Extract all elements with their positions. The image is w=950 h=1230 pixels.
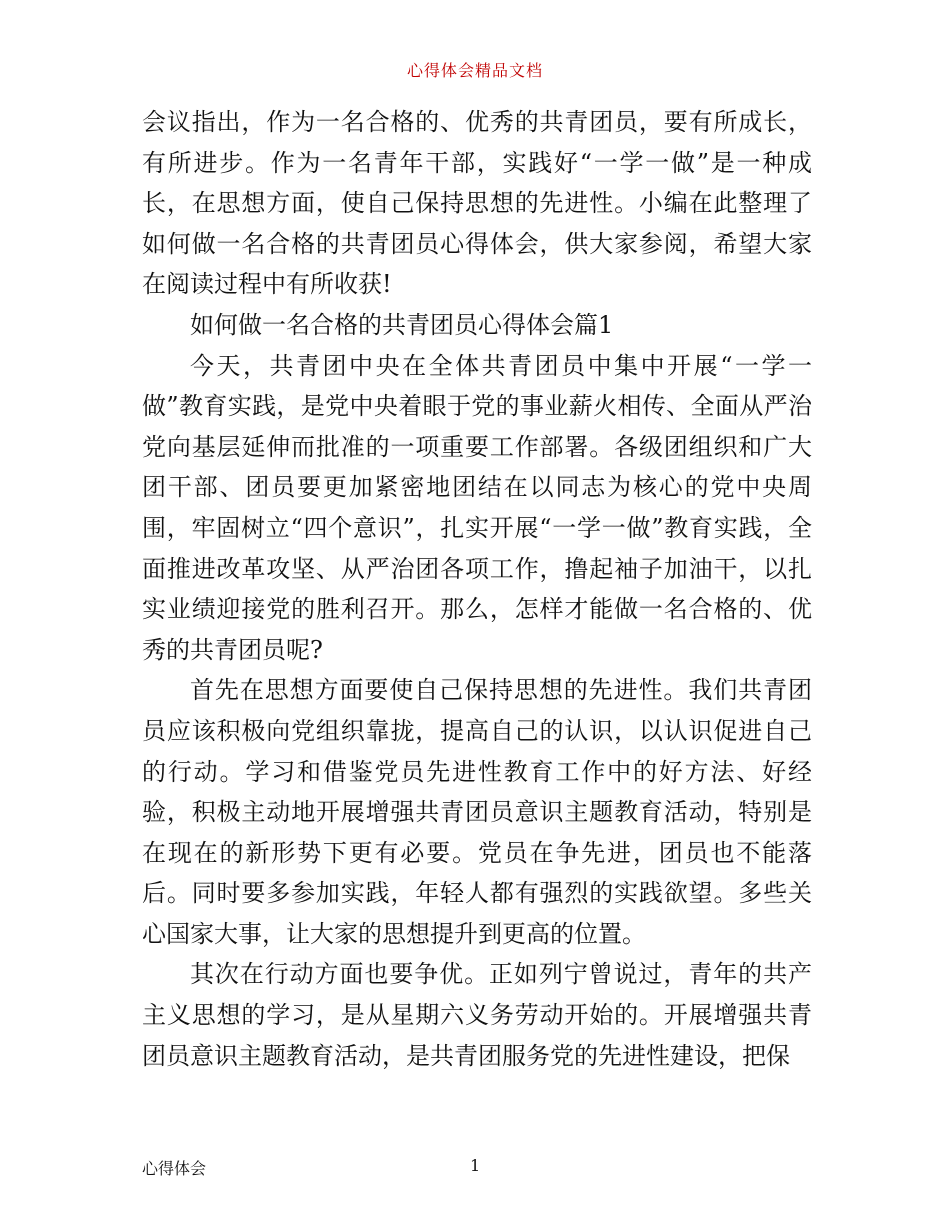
page-number: 1: [470, 1156, 481, 1175]
body-paragraph-1: 今天，共青团中央在全体共青团员中集中开展“一学一做”教育实践，是党中央着眼于党的事业薪火相传、全面从严治党向基层延伸而批准的一项重要工作部署。各级团组织和广大团干部、团员要更加紧密地团结在以同志为核心的党中央周围，牢固树立“四个意识”，扎实开展“一学一做”教育实践，全面推进改革攻坚、从严治团各项工作，撸起袖子加油干，以扎实业绩迎接党的胜利召开。那么，怎样才能做一名合格的、优秀的共青团员呢?: [142, 351, 812, 664]
footer-label: 心得体会: [142, 1159, 207, 1178]
intro-paragraph: 会议指出，作为一名合格的、优秀的共青团员，要有所成长，有所进步。作为一名青年干部，实践好“一学一做”是一种成长，在思想方面，使自己保持思想的先进性。小编在此整理了如何做一名合格的共青团员心得体会，供大家参阅，希望大家在阅读过程中有所收获!: [142, 108, 812, 299]
document-body: [142, 102, 812, 1076]
section-heading: 如何做一名合格的共青团员心得体会篇1: [190, 310, 614, 339]
body-paragraph-3: 其次在行动方面也要争优。正如列宁曾说过，青年的共产主义思想的学习，是从星期六义务劳动开始的。开展增强共青团员意识主题教育活动，是共青团服务党的先进性建设，把保: [142, 960, 812, 1070]
document-header-title: 心得体会精品文档: [406, 61, 543, 80]
body-paragraph-2: 首先在思想方面要使自己保持思想的先进性。我们共青团员应该积极向党组织靠拢，提高自己的认识，以认识促进自己的行动。学习和借鉴党员先进性教育工作中的好方法、好经验，积极主动地开展增强共青团员意识主题教育活动，特别是在现在的新形势下更有必要。党员在争先进，团员也不能落后。同时要多参加实践，年轻人都有强烈的实践欲望。多些关心国家大事，让大家的思想提升到更高的位置。: [142, 676, 812, 948]
